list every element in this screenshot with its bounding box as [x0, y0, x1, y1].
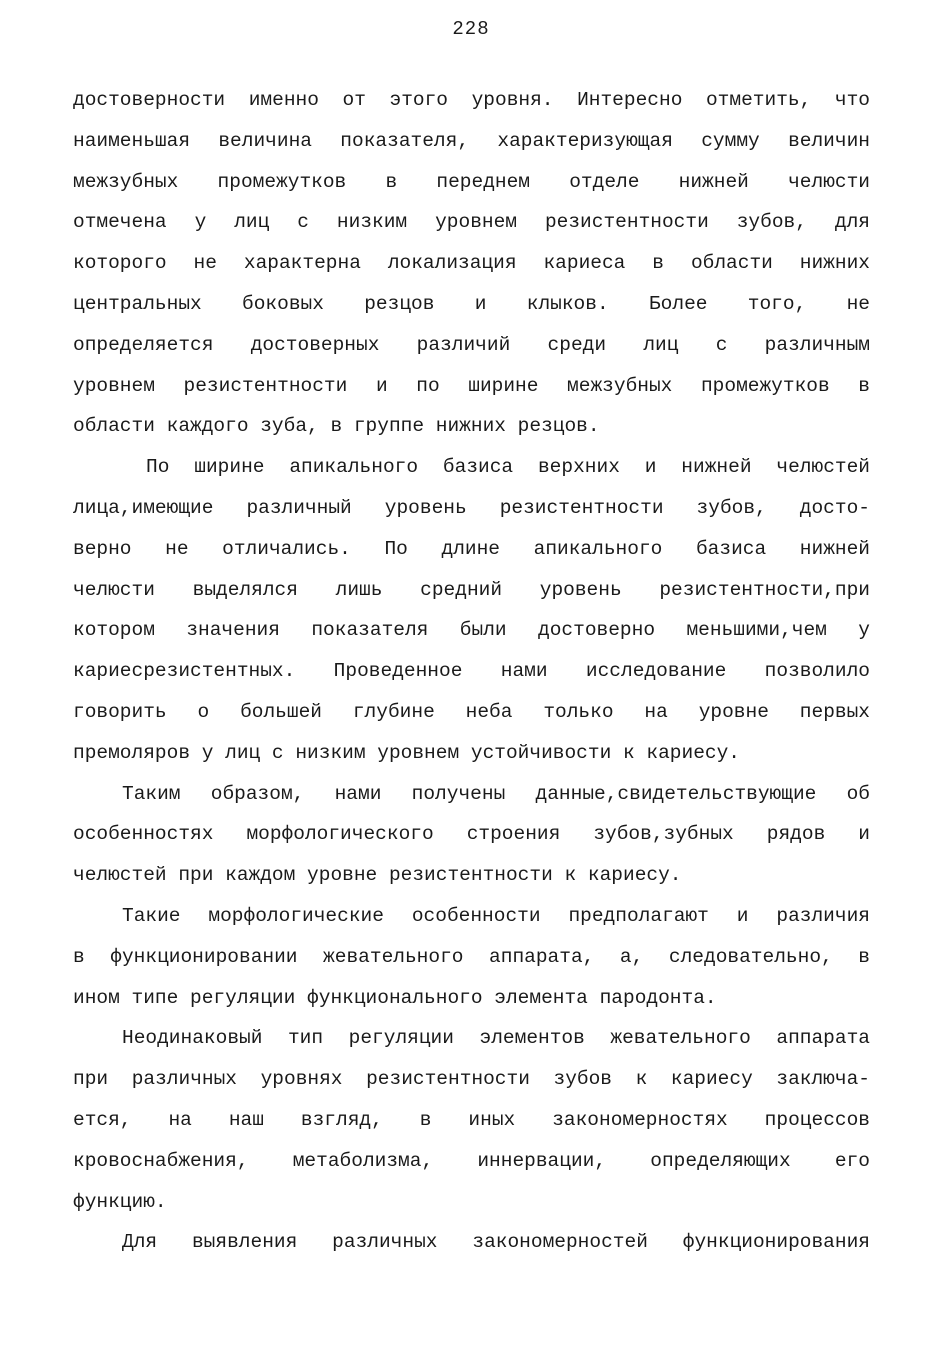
text-line: в функционировании жевательного аппарата, а, следовательно, в — [73, 945, 870, 968]
text-line: говорить о большей глубине неба только на уровне первых — [73, 700, 870, 723]
text-line: отмечена у лиц с низким уровнем резистентности зубов, для — [73, 211, 870, 234]
text-line: челюсти выделялся лишь средний уровень резистентности,при — [73, 578, 870, 601]
text-line: уровнем резистентности и по ширине межзубных промежутков в — [73, 374, 870, 397]
text-line: функцию. — [73, 1190, 167, 1213]
text-line: котором значения показателя были достоверно меньшими,чем у — [73, 619, 870, 642]
text-line: По ширине апикального базиса верхних и нижней челюстей — [146, 456, 870, 479]
text-line: межзубных промежутков в переднем отделе нижней челюсти — [73, 170, 870, 193]
text-line: премоляров у лиц с низким уровнем устойчивости к кариесу. — [73, 741, 741, 764]
text-line: определяется достоверных различий среди лиц с различным — [73, 333, 870, 356]
text-line: которого не характерна локализация кариеса в области нижних — [73, 252, 870, 275]
body-text — [73, 80, 870, 1263]
text-line: особенностях морфологического строения зубов,зубных рядов и — [73, 823, 870, 846]
text-line: области каждого зуба, в группе нижних резцов. — [73, 415, 600, 438]
text-line: кровоснабжения, метаболизма, иннервации, определяющих его — [73, 1149, 870, 1172]
text-line: Для выявления различных закономерностей функционирования — [122, 1231, 870, 1254]
text-line: Таким образом, нами получены данные,свидетельствующие об — [122, 782, 870, 805]
text-line: челюстей при каждом уровне резистентности к кариесу. — [73, 864, 682, 887]
text-line: верно не отличались. По длине апикального базиса нижней — [73, 537, 870, 560]
text-line: кариесрезистентных. Проведенное нами исследование позволило — [73, 660, 870, 683]
text-line: наименьшая величина показателя, характеризующая сумму величин — [73, 129, 870, 152]
text-line: ином типе регуляции функционального элемента пародонта. — [73, 986, 717, 1009]
text-line: при различных уровнях резистентности зубов к кариесу заключа- — [73, 1068, 870, 1091]
text-line: достоверности именно от этого уровня. Интересно отметить, что — [73, 89, 870, 111]
text-line: Неодинаковый тип регуляции элементов жевательного аппарата — [122, 1027, 870, 1050]
text-line: Такие морфологические особенности предполагают и различия — [122, 904, 870, 927]
text-line: центральных боковых резцов и клыков. Более того, не — [73, 292, 870, 315]
text-line: ется, на наш взгляд, в иных закономерностях процессов — [73, 1108, 870, 1131]
page-number: 228 — [452, 18, 490, 40]
text-line: лица,имеющие различный уровень резистентности зубов, досто- — [73, 496, 870, 519]
